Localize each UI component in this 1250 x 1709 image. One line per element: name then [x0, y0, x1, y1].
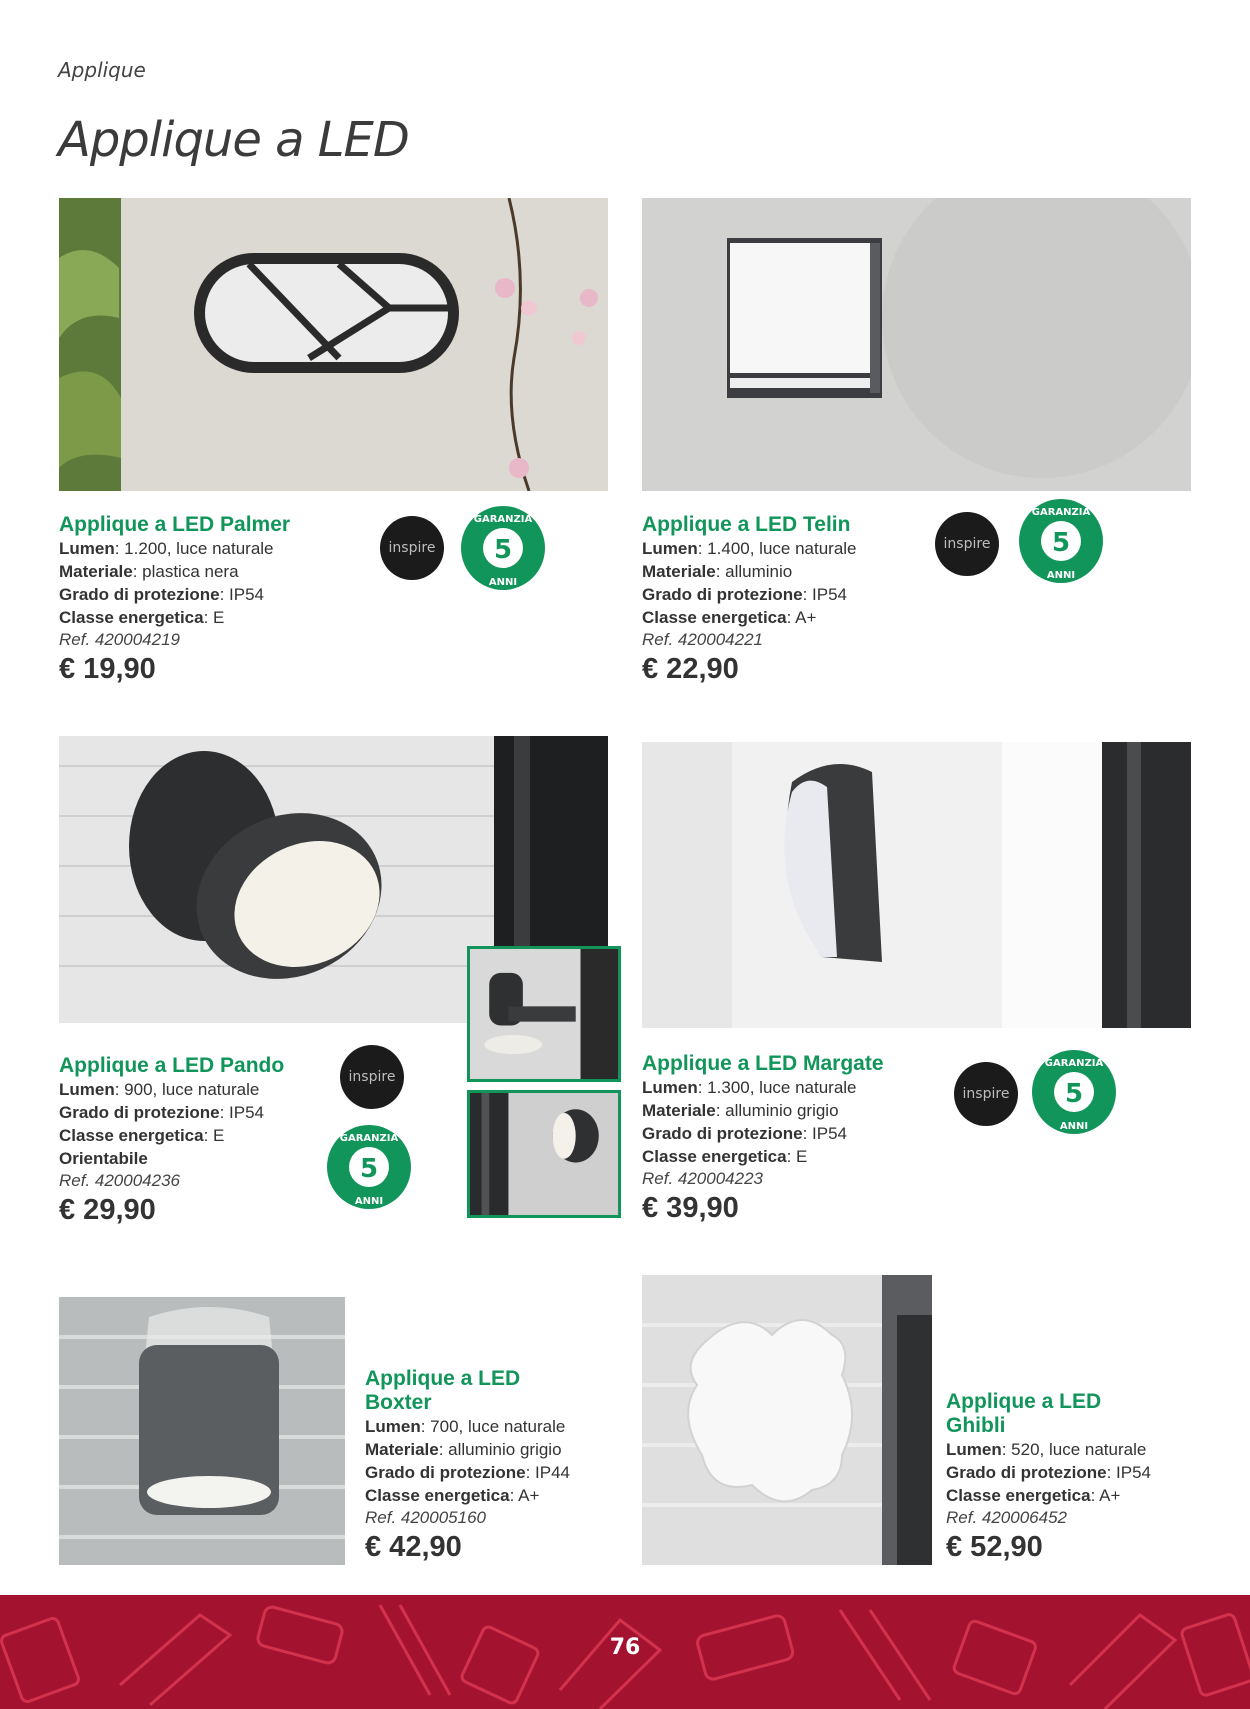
- product-spec-energy: Classe energetica: A+: [946, 1486, 1121, 1505]
- product-spec-lumen: Lumen: 520, luce naturale: [946, 1440, 1147, 1459]
- product-spec-material: Materiale: alluminio grigio: [642, 1101, 839, 1120]
- product-spec-lumen: Lumen: 1.400, luce naturale: [642, 539, 857, 558]
- product-thumbnail-pando-2: [467, 1090, 621, 1218]
- svg-text:GARANZIA: GARANZIA: [473, 514, 533, 525]
- product-spec-lumen: Lumen: 900, luce naturale: [59, 1080, 260, 1099]
- product-name: Applique a LED Pando: [59, 1054, 285, 1077]
- product-name: Applique a LED Telin: [642, 513, 851, 536]
- product-ref: Ref. 420004221: [642, 630, 763, 649]
- svg-text:ANNI: ANNI: [1046, 570, 1076, 581]
- product-price: € 52,90: [946, 1531, 1043, 1563]
- product-name: Applique a LED Ghibli: [946, 1390, 1102, 1437]
- product-ghibli: [946, 1390, 1216, 1565]
- product-spec-protection: Grado di protezione: IP54: [59, 585, 264, 604]
- product-spec-energy: Classe energetica: E: [642, 1147, 808, 1166]
- product-spec-lumen: Lumen: 1.200, luce naturale: [59, 539, 274, 558]
- product-spec-protection: Grado di protezione: IP54: [642, 585, 847, 604]
- product-ref: Ref. 420004236: [59, 1171, 180, 1190]
- product-spec-energy: Classe energetica: E: [59, 1126, 225, 1145]
- product-name: Applique a LED Palmer: [59, 513, 291, 536]
- svg-text:ANNI: ANNI: [354, 1196, 384, 1207]
- product-name: Applique a LED Boxter: [365, 1367, 521, 1414]
- svg-text:5: 5: [1064, 1079, 1084, 1109]
- product-price: € 22,90: [642, 653, 739, 685]
- product-spec-material: Materiale: plastica nera: [59, 562, 239, 581]
- product-photo-boxter: [59, 1297, 345, 1565]
- product-spec-material: Materiale: alluminio: [642, 562, 793, 581]
- product-spec-energy: Classe energetica: A+: [642, 608, 817, 627]
- product-ref: Ref. 420006452: [946, 1508, 1067, 1527]
- product-thumbnail-pando-1: [467, 946, 621, 1082]
- product-name: Applique a LED Margate: [642, 1052, 884, 1075]
- product-ref: Ref. 420004219: [59, 630, 180, 649]
- product-ref: Ref. 420004223: [642, 1169, 763, 1188]
- product-photo-margate: [642, 742, 1191, 1028]
- svg-text:GARANZIA: GARANZIA: [339, 1133, 399, 1144]
- inspire-brand-badge: inspire: [954, 1062, 1018, 1126]
- product-ref: Ref. 420005160: [365, 1508, 486, 1527]
- product-telin: [642, 513, 942, 687]
- product-spec-lumen: Lumen: 700, luce naturale: [365, 1417, 566, 1436]
- product-spec-energy: Classe energetica: A+: [365, 1486, 540, 1505]
- product-photo-ghibli: [642, 1275, 932, 1565]
- product-spec-material: Materiale: alluminio grigio: [365, 1440, 562, 1459]
- svg-text:5: 5: [359, 1154, 379, 1184]
- warranty-badge: [1018, 498, 1104, 584]
- warranty-badge: [326, 1124, 412, 1210]
- product-price: € 39,90: [642, 1192, 739, 1224]
- page-title: Applique a LED: [58, 112, 409, 168]
- svg-text:GARANZIA: GARANZIA: [1044, 1058, 1104, 1069]
- warranty-badge: [1031, 1049, 1117, 1135]
- product-spec-protection: Grado di protezione: IP44: [365, 1463, 570, 1482]
- product-spec-energy: Classe energetica: E: [59, 608, 225, 627]
- product-spec-protection: Grado di protezione: IP54: [946, 1463, 1151, 1482]
- svg-text:5: 5: [493, 535, 513, 565]
- product-price: € 42,90: [365, 1531, 462, 1563]
- product-photo-telin: [642, 198, 1191, 491]
- inspire-brand-badge: inspire: [340, 1045, 404, 1109]
- product-price: € 29,90: [59, 1194, 156, 1226]
- svg-text:GARANZIA: GARANZIA: [1031, 507, 1091, 518]
- product-spec-protection: Grado di protezione: IP54: [59, 1103, 264, 1122]
- product-photo-palmer: [59, 198, 608, 491]
- svg-text:5: 5: [1051, 528, 1071, 558]
- product-spec-protection: Grado di protezione: IP54: [642, 1124, 847, 1143]
- product-price: € 19,90: [59, 653, 156, 685]
- breadcrumb: Applique: [58, 58, 146, 82]
- footer-band: [0, 1595, 1250, 1709]
- svg-text:ANNI: ANNI: [1059, 1121, 1089, 1132]
- product-spec-lumen: Lumen: 1.300, luce naturale: [642, 1078, 857, 1097]
- warranty-badge: [460, 505, 546, 591]
- product-margate: [642, 1052, 962, 1226]
- product-boxter: [365, 1367, 635, 1565]
- page-number: 76: [609, 1635, 641, 1660]
- svg-text:ANNI: ANNI: [488, 577, 518, 588]
- product-spec-orientable: Orientabile: [59, 1149, 148, 1168]
- product-palmer: [59, 513, 399, 687]
- inspire-brand-badge: inspire: [935, 512, 999, 576]
- inspire-brand-badge: inspire: [380, 516, 444, 580]
